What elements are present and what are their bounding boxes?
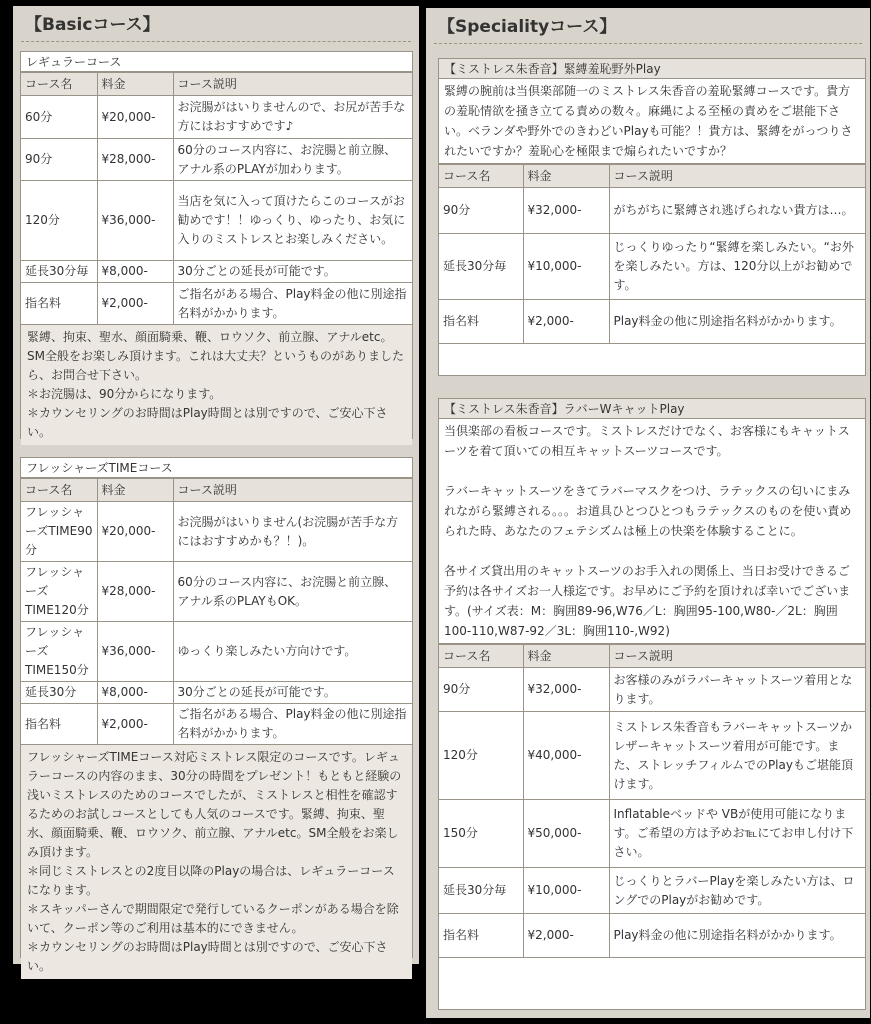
course-name: 指名料 bbox=[439, 914, 523, 958]
table-row bbox=[439, 800, 865, 868]
note-text: ＊同じミストレスとの2度目以降のPlayの場合は、レギュラーコースになります。 bbox=[27, 864, 395, 897]
course-price: ¥2,000- bbox=[523, 300, 609, 344]
description-text: ラバーキャットスーツをきてラバーマスクをつけ、ラテックスの匂いにまみれながら緊縛される。。。お道具ひとつひとつもラテックスのものを使い責められた時、あなたのフェテシズムは極上の快楽を体験することに。 bbox=[444, 484, 852, 538]
table-row bbox=[21, 96, 412, 139]
course-name: フレッシャーズTIME150分 bbox=[21, 622, 97, 682]
course-price: ¥36,000- bbox=[97, 622, 173, 682]
course-description: じっくりゆったり“緊縛を楽しみたい。“お外を楽しみたい。方は、120分以上がお勧めです。 bbox=[609, 234, 865, 300]
course-description: Play料金の他に別途指名料がかかります。 bbox=[609, 300, 865, 344]
table-row bbox=[21, 283, 412, 325]
course-name: 150分 bbox=[439, 800, 523, 868]
table-header-row bbox=[439, 645, 865, 668]
table-row bbox=[21, 704, 412, 745]
course-price: ¥28,000- bbox=[97, 139, 173, 181]
table-row bbox=[21, 139, 412, 181]
header-divider bbox=[21, 41, 411, 42]
table-row bbox=[21, 181, 412, 261]
course-description: お浣腸がはいりません(お浣腸が苦手な方にはおすすめかも？！)。 bbox=[173, 502, 412, 562]
regular-course-box bbox=[20, 51, 413, 439]
course-description: ご指名がある場合、Play料金の他に別途指名料がかかります。 bbox=[173, 704, 412, 745]
course-name: 120分 bbox=[439, 712, 523, 800]
column-header: コース名 bbox=[21, 73, 97, 96]
table-row bbox=[439, 668, 865, 712]
course-name: 延長30分毎 bbox=[439, 234, 523, 300]
course-name: 指名料 bbox=[21, 704, 97, 745]
note-text: ＊カウンセリングのお時間はPlay時間とは別ですので、ご安心下さい。 bbox=[27, 406, 388, 439]
course-description: 60分のコース内容に、お浣腸と前立腺、アナル系のPLAYもOK。 bbox=[173, 562, 412, 622]
course-name: フレッシャーズTIME120分 bbox=[21, 562, 97, 622]
course-name: 60分 bbox=[21, 96, 97, 139]
table-row bbox=[21, 502, 412, 562]
course-description: ご指名がある場合、Play料金の他に別途指名料がかかります。 bbox=[173, 283, 412, 325]
table-row bbox=[21, 261, 412, 283]
course-name: 指名料 bbox=[21, 283, 97, 325]
course-name: 90分 bbox=[21, 139, 97, 181]
column-header: 料金 bbox=[523, 645, 609, 668]
course-description: 60分のコース内容に、お浣腸と前立腺、アナル系のPLAYが加わります。 bbox=[173, 139, 412, 181]
rubber-course-description bbox=[439, 419, 865, 644]
table-row bbox=[439, 188, 865, 234]
speciality-course-panel bbox=[426, 8, 870, 1018]
regular-course-title: レギュラーコース bbox=[21, 52, 412, 72]
column-header: コース説明 bbox=[173, 479, 412, 502]
column-header: 料金 bbox=[523, 165, 609, 188]
freshers-course-title: フレッシャーズTIMEコース bbox=[21, 458, 412, 478]
course-price: ¥8,000- bbox=[97, 682, 173, 704]
table-row bbox=[439, 712, 865, 800]
course-description: お客様のみがラバーキャットスーツ着用となります。 bbox=[609, 668, 865, 712]
course-description: ミストレス朱香音もラバーキャットスーツかレザーキャットスーツ着用が可能です。また、ストレッチフィルムでのPlayもご堪能頂けます。 bbox=[609, 712, 865, 800]
course-price: ¥20,000- bbox=[97, 96, 173, 139]
table-row bbox=[439, 868, 865, 914]
rubber-course-table bbox=[439, 644, 865, 958]
bondage-course-table bbox=[439, 164, 865, 344]
course-name: 90分 bbox=[439, 188, 523, 234]
bondage-course-box bbox=[438, 58, 866, 376]
column-header: 料金 bbox=[97, 479, 173, 502]
speciality-course-header bbox=[426, 8, 870, 38]
table-row bbox=[21, 562, 412, 622]
course-price: ¥50,000- bbox=[523, 800, 609, 868]
column-header: コース説明 bbox=[609, 165, 865, 188]
table-header-row bbox=[439, 165, 865, 188]
note-text: フレッシャーズTIMEコース対応ミストレス限定のコースです。レギュラーコースの内容のまま、30分の時間をプレゼント！もともと経験の浅いミストレスのためのコースでしたが、ミストレスと相性を確認するためのお試しコースとしても人気のコースです。緊縛、拘束、聖水、顔面騎乗、鞭、ロウソク、前立腺、アナルetc。SM全般をお楽しみ頂けます。 bbox=[27, 750, 402, 859]
course-description: 30分ごとの延長が可能です。 bbox=[173, 682, 412, 704]
course-price: ¥10,000- bbox=[523, 234, 609, 300]
course-price: ¥8,000- bbox=[97, 261, 173, 283]
bondage-course-title: 【ミストレス朱香音】緊縛羞恥野外Play bbox=[439, 59, 865, 79]
course-description: 当店を気に入って頂けたらこのコースがお勧めです！！ゆっくり、ゆったり、お気に入りのミストレスとお楽しみください。 bbox=[173, 181, 412, 261]
note-text: ＊カウンセリングのお時間はPlay時間とは別ですので、ご安心下さい。 bbox=[27, 940, 388, 973]
table-row bbox=[21, 622, 412, 682]
speciality-course-heading: 【Specialityコース】 bbox=[438, 17, 617, 37]
course-description: Play料金の他に別途指名料がかかります。 bbox=[609, 914, 865, 958]
column-header: コース説明 bbox=[173, 73, 412, 96]
description-text: 緊縛の腕前は当倶楽部随一のミストレス朱香音の羞恥緊縛コースです。貴方の羞恥情欲を掻き立てる責めの数々。麻縄による至極の責めをご堪能下さい。ベランダや野外でのきわどいPlayも可能？！貴方は、緊縛をがっつりされたいですか？羞恥心を極限まで煽られたいですか？ bbox=[444, 84, 853, 158]
course-price: ¥40,000- bbox=[523, 712, 609, 800]
note-text: ＊お浣腸は、90分からになります。 bbox=[27, 387, 222, 401]
bondage-course-description bbox=[439, 79, 865, 164]
course-name: 延長30分 bbox=[21, 682, 97, 704]
header-divider bbox=[434, 43, 862, 44]
freshers-course-table bbox=[21, 478, 412, 745]
table-header-row bbox=[21, 479, 412, 502]
course-name: 延長30分毎 bbox=[439, 868, 523, 914]
course-price: ¥28,000- bbox=[97, 562, 173, 622]
rubber-course-box bbox=[438, 398, 866, 1010]
table-row bbox=[439, 234, 865, 300]
course-description: Inflatableベッドや VBが使用可能になります。ご希望の方は予めお℡にてお申し付け下さい。 bbox=[609, 800, 865, 868]
note-text: 緊縛、拘束、聖水、顔面騎乗、鞭、ロウソク、前立腺、アナルetc。SM全般をお楽しみ頂けます。これは大丈夫？というものがありましたら、お問合せ下さい。 bbox=[27, 330, 405, 382]
course-name: 90分 bbox=[439, 668, 523, 712]
basic-course-panel bbox=[13, 6, 419, 973]
course-price: ¥36,000- bbox=[97, 181, 173, 261]
course-description: じっくりとラバーPlayを楽しみたい方は、ロングでのPlayがお勧めです。 bbox=[609, 868, 865, 914]
regular-course-table bbox=[21, 72, 412, 325]
freshers-course-notes bbox=[21, 745, 412, 979]
table-row bbox=[21, 682, 412, 704]
course-name: 指名料 bbox=[439, 300, 523, 344]
course-price: ¥2,000- bbox=[97, 283, 173, 325]
regular-course-notes bbox=[21, 325, 412, 445]
freshers-course-box bbox=[20, 457, 413, 973]
course-name: 120分 bbox=[21, 181, 97, 261]
column-header: コース名 bbox=[439, 645, 523, 668]
table-row bbox=[439, 300, 865, 344]
table-row bbox=[439, 914, 865, 958]
column-header: コース名 bbox=[21, 479, 97, 502]
column-header: コース名 bbox=[439, 165, 523, 188]
note-text: ＊スキッパーさんで期間限定で発行しているクーポンがある場合を除いて、クーポン等のご利用は基本的にできません。 bbox=[27, 902, 399, 935]
table-header-row bbox=[21, 73, 412, 96]
description-text: 当倶楽部の看板コースです。ミストレスだけでなく、お客様にもキャットスーツを着て頂いての相互キャットスーツコースです。 bbox=[444, 424, 850, 458]
course-price: ¥20,000- bbox=[97, 502, 173, 562]
course-price: ¥10,000- bbox=[523, 868, 609, 914]
course-price: ¥32,000- bbox=[523, 668, 609, 712]
course-price: ¥32,000- bbox=[523, 188, 609, 234]
rubber-course-title: 【ミストレス朱香音】ラバーWキャットPlay bbox=[439, 399, 865, 419]
basic-course-header bbox=[13, 6, 419, 36]
course-name: 延長30分毎 bbox=[21, 261, 97, 283]
course-price: ¥2,000- bbox=[523, 914, 609, 958]
column-header: コース説明 bbox=[609, 645, 865, 668]
basic-course-heading: 【Basicコース】 bbox=[25, 15, 160, 35]
course-price: ¥2,000- bbox=[97, 704, 173, 745]
column-header: 料金 bbox=[97, 73, 173, 96]
course-name: フレッシャーズTIME90分 bbox=[21, 502, 97, 562]
course-description: お浣腸がはいりませんので、お尻が苦手な方にはおすすめです♪ bbox=[173, 96, 412, 139]
course-description: 30分ごとの延長が可能です。 bbox=[173, 261, 412, 283]
description-text: 各サイズ貸出用のキャットスーツのお手入れの関係上、当日お受けできるご予約は各サイズお一人様迄です。お早めにご予約を頂ければ幸いでございます。(サイズ表：M：胸囲89-96,W76／L：胸囲95-100,W80-／2L：胸囲100-110,W87-92／3L：胸囲110-,W92) bbox=[444, 564, 851, 638]
course-description: ゆっくり楽しみたい方向けです。 bbox=[173, 622, 412, 682]
course-description: がちがちに緊縛され逃げられない貴方は…。 bbox=[609, 188, 865, 234]
